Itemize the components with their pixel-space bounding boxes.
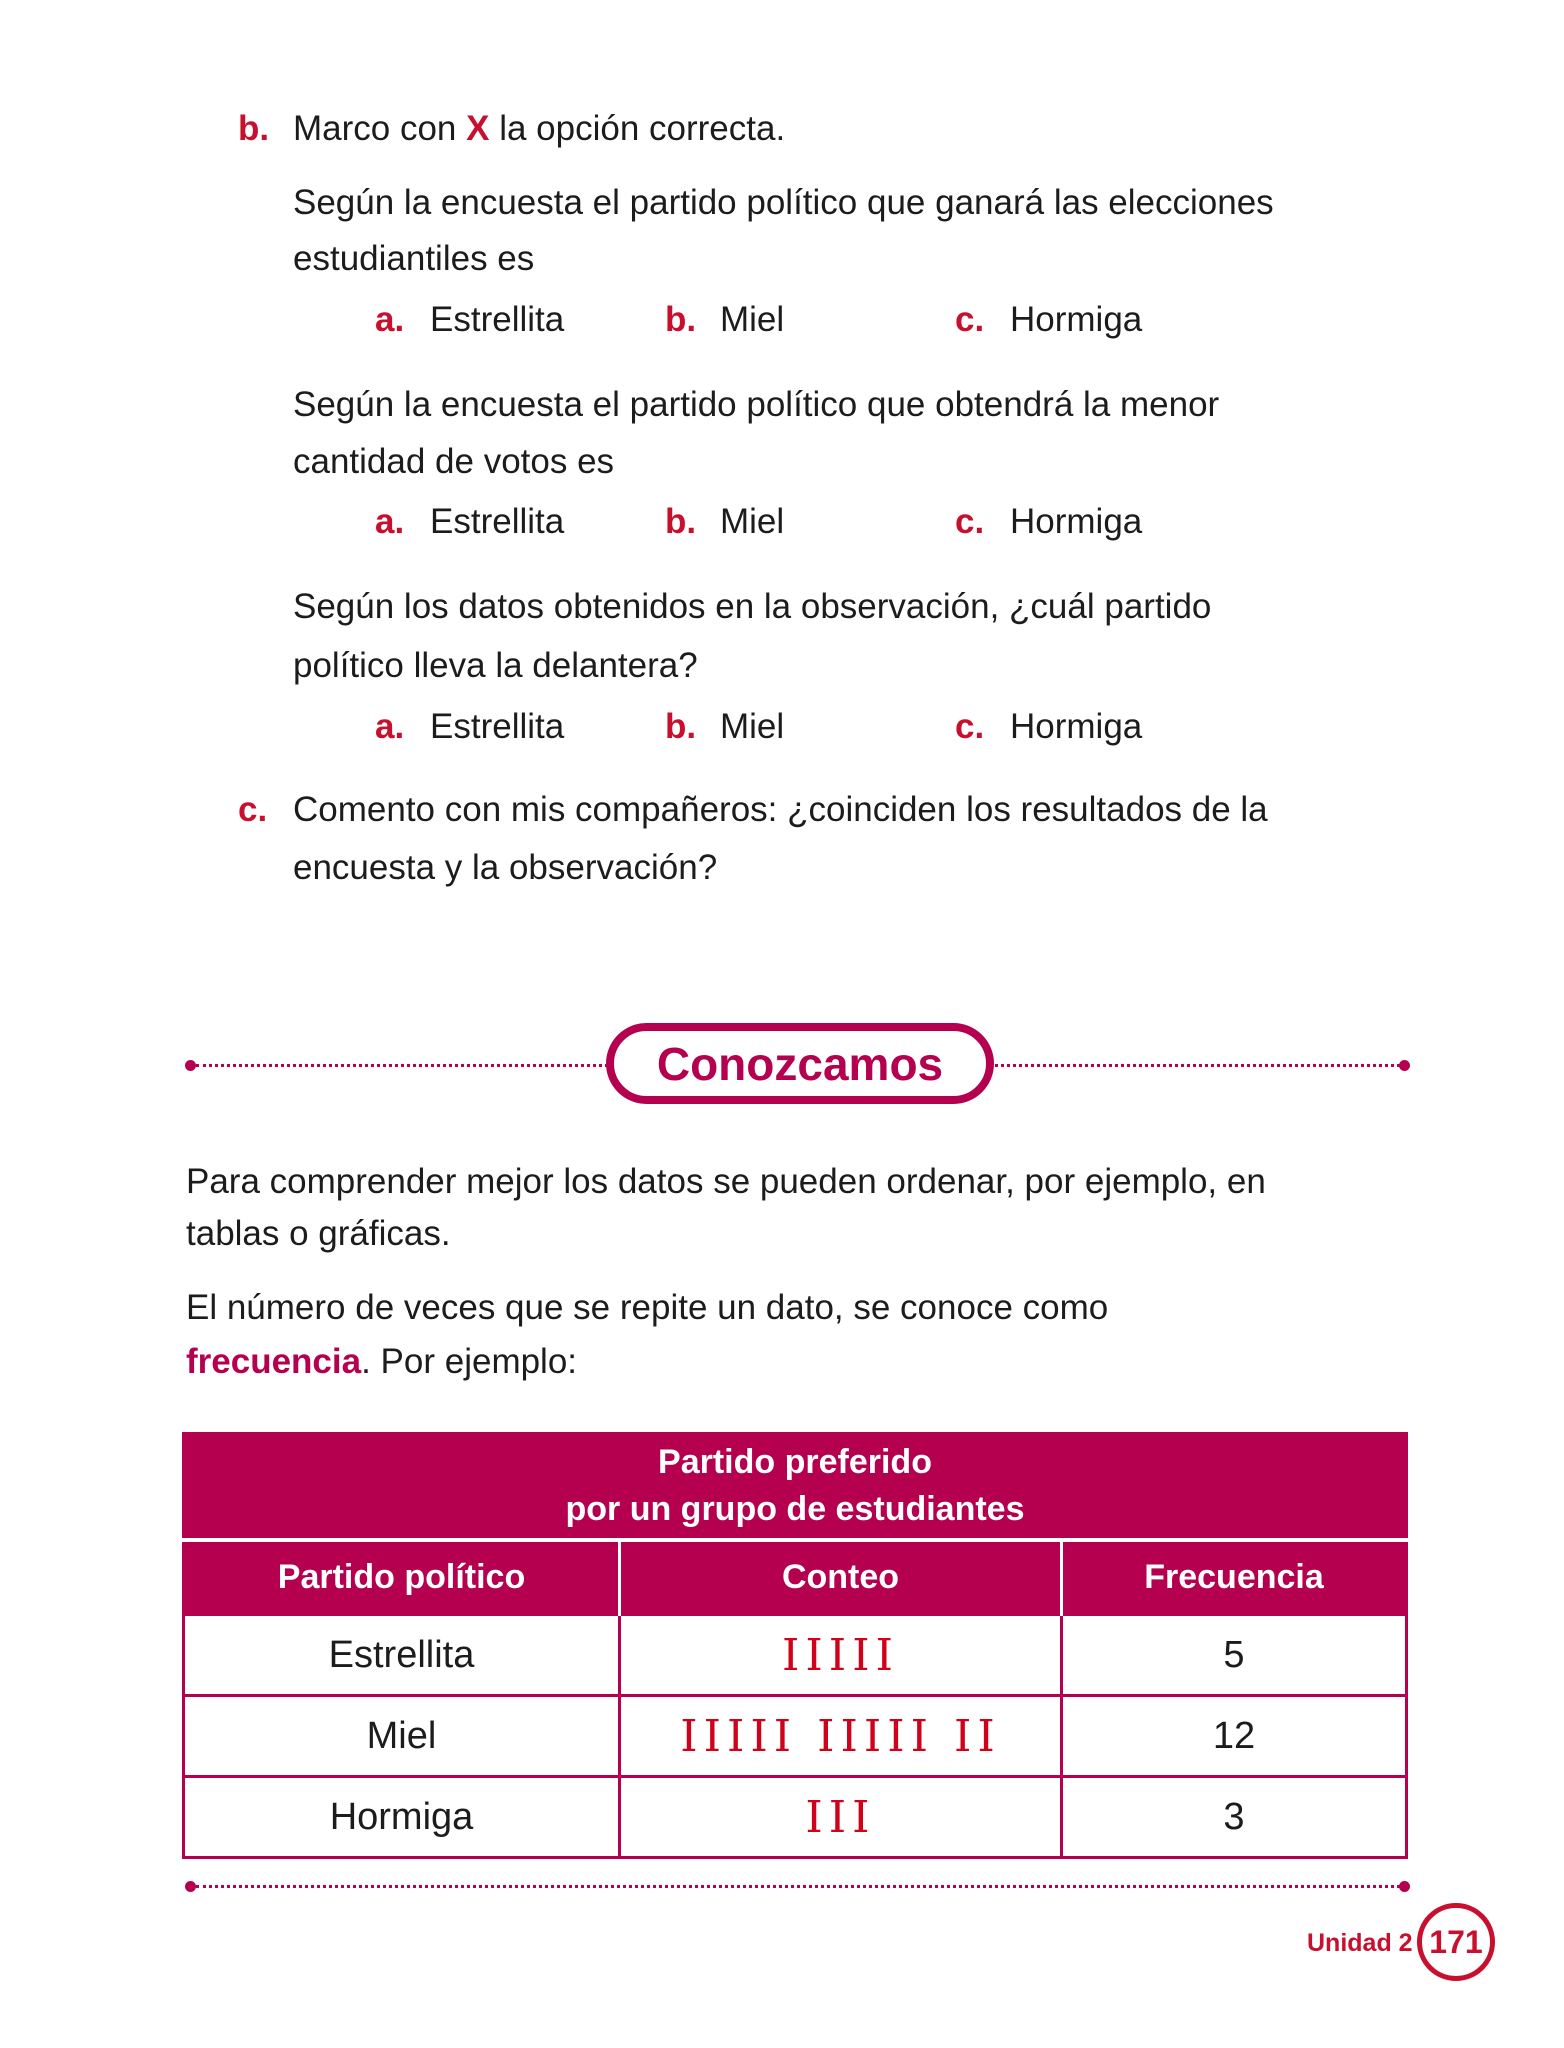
option-estrellita[interactable]: Estrellita (430, 707, 565, 746)
cell-frecuencia: 3 (1062, 1777, 1407, 1858)
option-letter: b. (665, 502, 697, 541)
cell-conteo: IIIII IIIII II (620, 1696, 1062, 1777)
section-title: Conozcamos (606, 1023, 994, 1104)
paragraph-text: . Por ejemplo: (361, 1342, 578, 1381)
table-row (184, 1777, 1407, 1858)
question-3-line-2: político lleva la delantera? (293, 646, 698, 685)
question-1-line-1: Según la encuesta el partido político que ganará las elecciones (293, 183, 1274, 222)
option-estrellita[interactable]: Estrellita (430, 502, 565, 541)
option-hormiga[interactable]: Hormiga (1010, 707, 1143, 746)
table-title-line-1: Partido preferido (658, 1443, 932, 1482)
question-1-line-2: estudiantiles es (293, 239, 535, 278)
cell-conteo: IIIII (620, 1615, 1062, 1696)
divider-dot (185, 1881, 196, 1892)
question-2-line-2: cantidad de votos es (293, 442, 615, 481)
item-c-line-2: encuesta y la observación? (293, 848, 718, 887)
table-title (184, 1434, 1407, 1540)
question-3-line-1: Según los datos obtenidos en la observación, ¿cuál partido (293, 587, 1212, 626)
paragraph-2-line-1: El número de veces que se repite un dato, se conoce como (186, 1288, 1109, 1327)
paragraph-1-line-1: Para comprender mejor los datos se pueden ordenar, por ejemplo, en (186, 1162, 1266, 1201)
instruction-text: la opción correcta. (489, 109, 786, 148)
option-letter: b. (665, 707, 697, 746)
item-c-line-1: Comento con mis compañeros: ¿coinciden los resultados de la (293, 790, 1268, 829)
option-hormiga[interactable]: Hormiga (1010, 300, 1143, 339)
header-conteo: Conteo (620, 1540, 1062, 1615)
cell-conteo: III (620, 1777, 1062, 1858)
instruction-text: Marco con (293, 109, 467, 148)
option-letter: a. (375, 300, 405, 339)
cell-partido: Estrellita (184, 1615, 620, 1696)
divider-dot (1399, 1881, 1410, 1892)
option-letter: c. (955, 707, 985, 746)
paragraph-2-line-2 (186, 1344, 577, 1379)
option-hormiga[interactable]: Hormiga (1010, 502, 1143, 541)
option-letter: a. (375, 707, 405, 746)
option-miel[interactable]: Miel (720, 502, 785, 541)
dotted-divider (196, 1885, 1400, 1888)
cell-partido: Miel (184, 1696, 620, 1777)
cell-frecuencia: 5 (1062, 1615, 1407, 1696)
header-frecuencia: Frecuencia (1062, 1540, 1407, 1615)
cell-frecuencia: 12 (1062, 1696, 1407, 1777)
divider-dot (185, 1060, 196, 1071)
table-row (184, 1696, 1407, 1777)
cell-partido: Hormiga (184, 1777, 620, 1858)
header-partido: Partido político (184, 1540, 620, 1615)
item-b-letter: b. (238, 109, 270, 148)
table-title-line-2: por un grupo de estudiantes (565, 1490, 1025, 1529)
option-miel[interactable]: Miel (720, 300, 785, 339)
option-letter: a. (375, 502, 405, 541)
paragraph-1-line-2: tablas o gráficas. (186, 1214, 451, 1253)
term-frecuencia: frecuencia (186, 1342, 362, 1381)
option-miel[interactable]: Miel (720, 707, 785, 746)
unit-label: Unidad 2 (1307, 1929, 1413, 1957)
divider-dot (1399, 1060, 1410, 1071)
page-number: 171 (1417, 1903, 1495, 1981)
question-2-line-1: Según la encuesta el partido político que obtendrá la menor (293, 385, 1220, 424)
option-letter: c. (955, 502, 985, 541)
item-c-letter: c. (238, 790, 268, 829)
option-letter: b. (665, 300, 697, 339)
x-mark: X (466, 109, 490, 148)
item-b-instruction (293, 111, 785, 146)
frequency-table (182, 1432, 1408, 1859)
table-row (184, 1615, 1407, 1696)
option-letter: c. (955, 300, 985, 339)
option-estrellita[interactable]: Estrellita (430, 300, 565, 339)
